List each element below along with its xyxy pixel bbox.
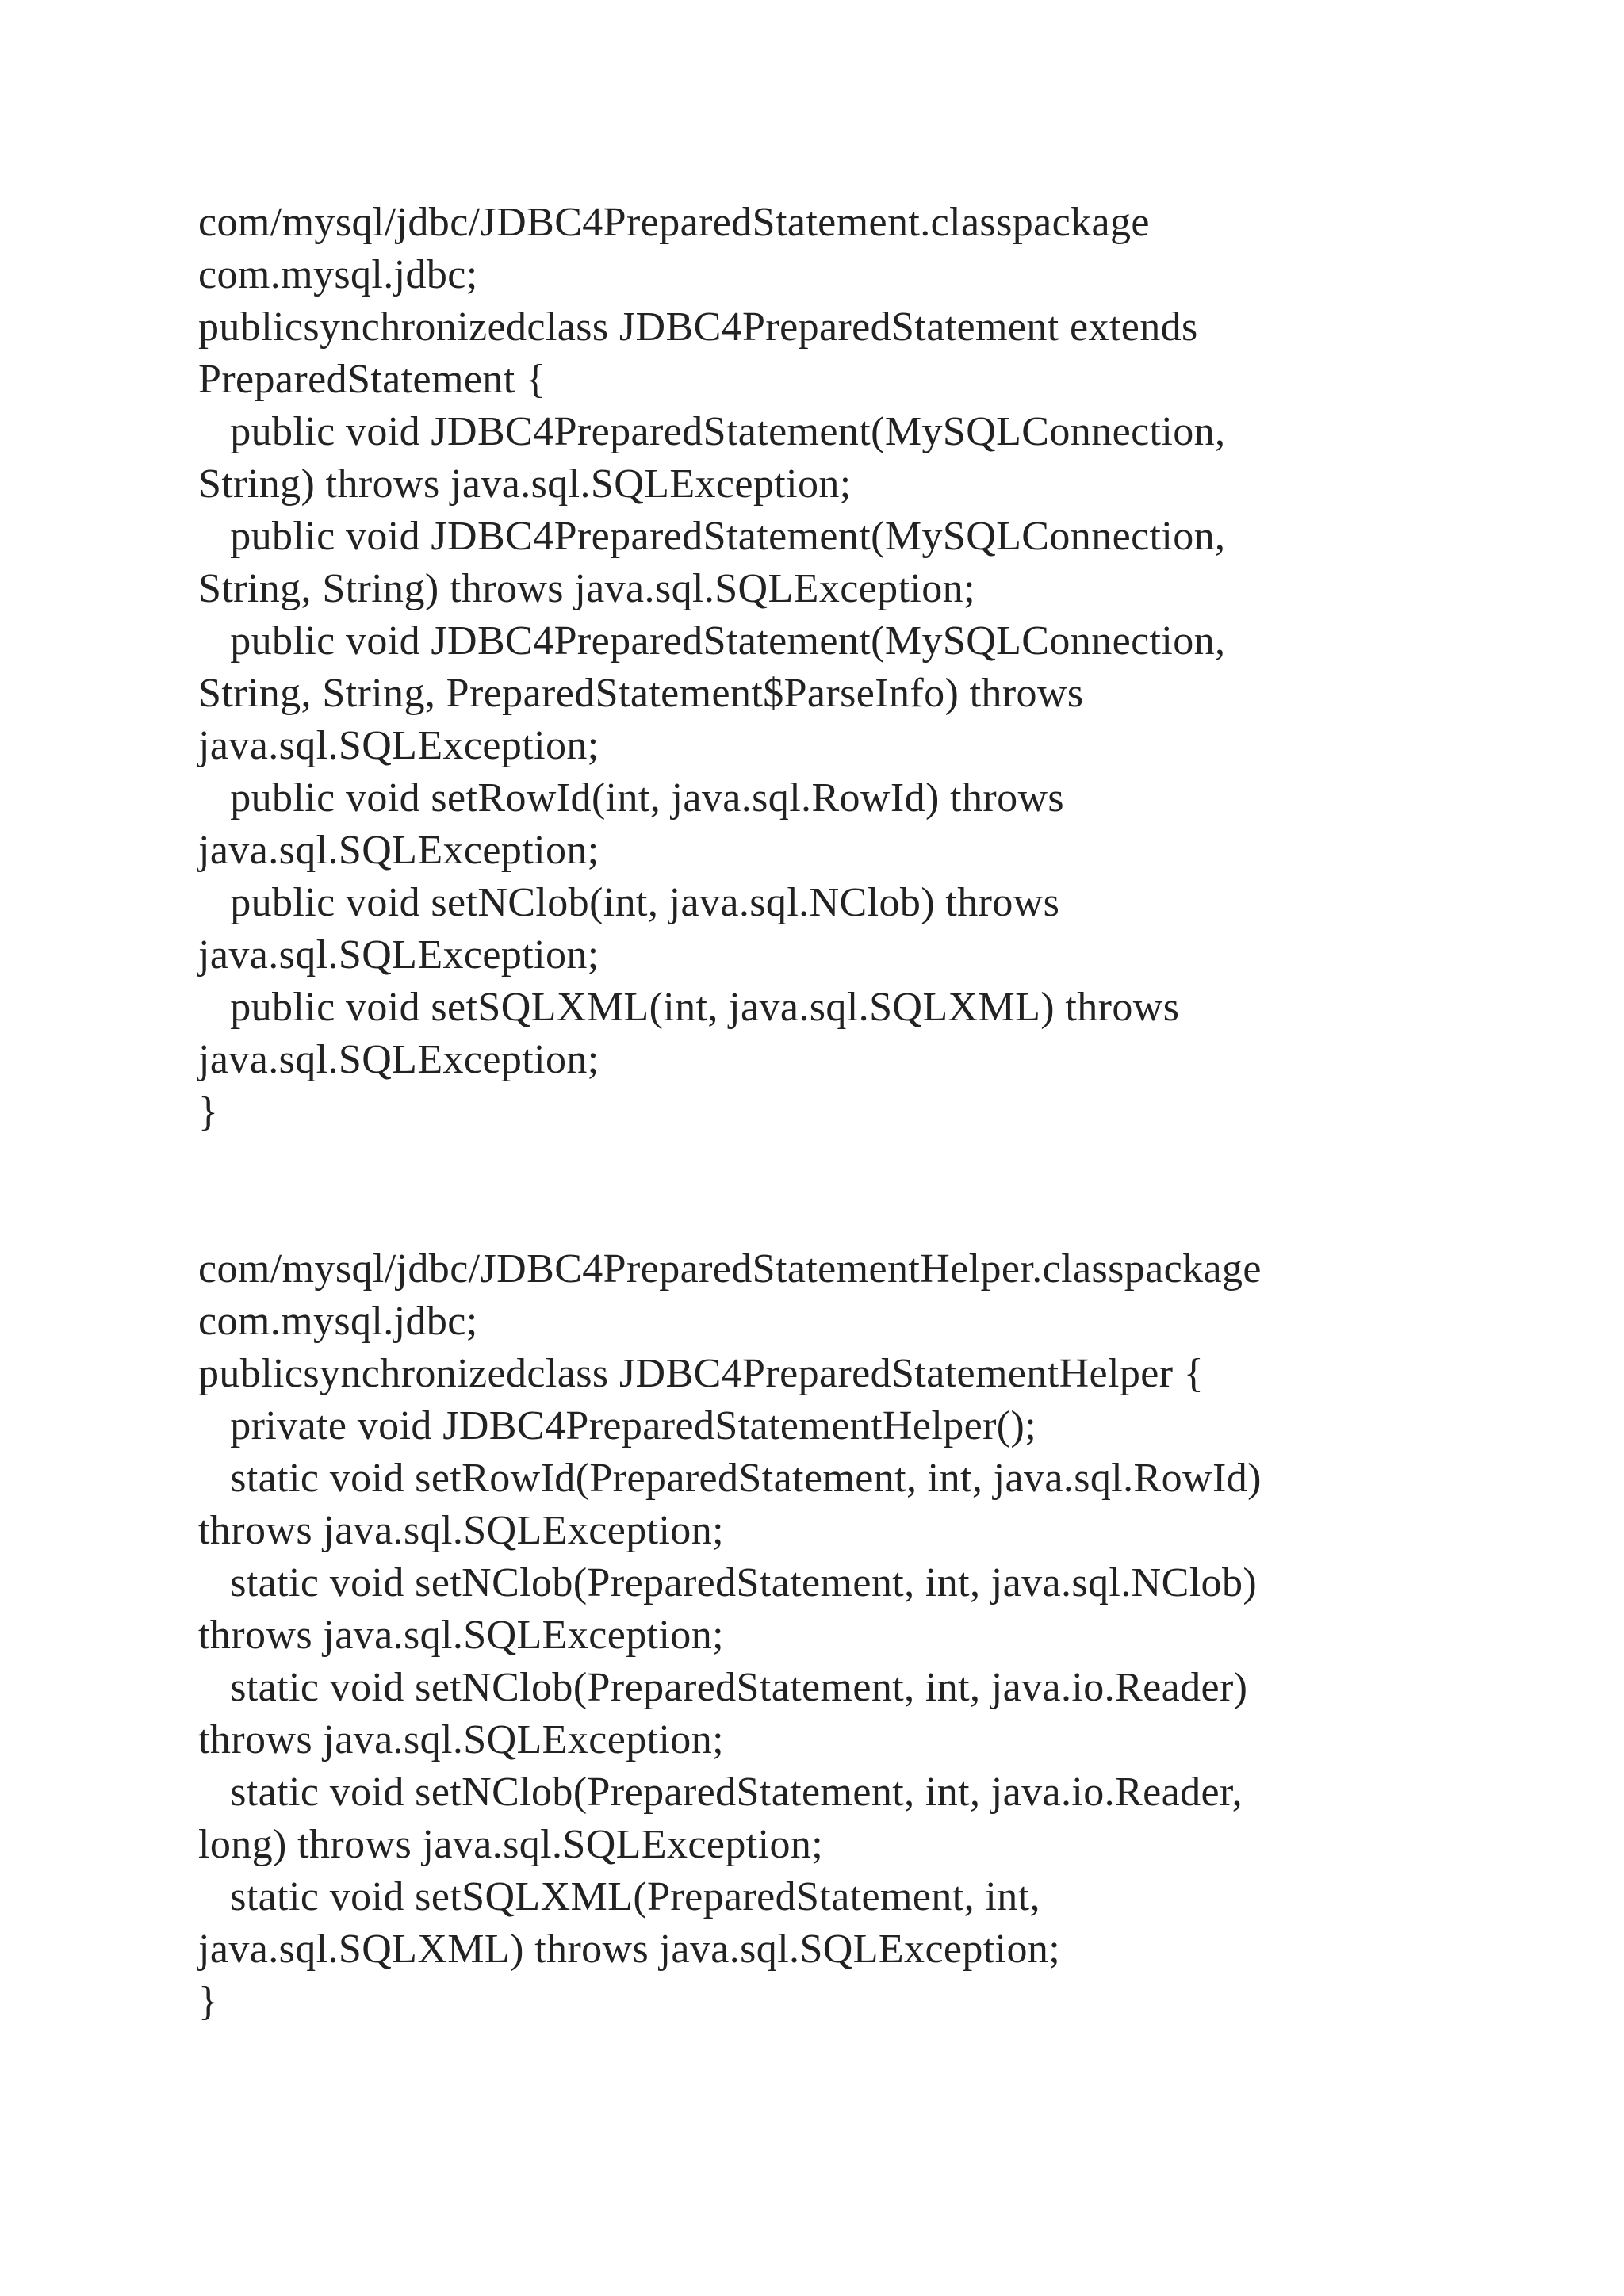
class-listing-jdbc4-prepared-statement: [198, 197, 1562, 1138]
code-line: String, String) throws java.sql.SQLException;: [198, 566, 975, 611]
code-line: static void setNClob(PreparedStatement, int, java.sql.NClob): [198, 1560, 1258, 1605]
code-line: java.sql.SQLException;: [198, 723, 599, 768]
code-line: static void setNClob(PreparedStatement, int, java.io.Reader,: [198, 1770, 1243, 1815]
code-line: public void JDBC4PreparedStatement(MySQLConnection,: [198, 618, 1226, 664]
code-line: private void JDBC4PreparedStatementHelper();: [198, 1403, 1037, 1448]
code-line: PreparedStatement {: [198, 357, 546, 402]
code-line: publicsynchronizedclass JDBC4PreparedStatementHelper {: [198, 1351, 1205, 1396]
code-line: publicsynchronizedclass JDBC4PreparedStatement extends: [198, 304, 1198, 350]
code-line: long) throws java.sql.SQLException;: [198, 1822, 824, 1867]
code-line: java.sql.SQLException;: [198, 932, 599, 978]
closing-brace: }: [198, 1979, 219, 2024]
code-line: static void setSQLXML(PreparedStatement, int,: [198, 1874, 1040, 1919]
code-line: throws java.sql.SQLException;: [198, 1717, 724, 1762]
code-line: com.mysql.jdbc;: [198, 252, 478, 297]
code-line: static void setRowId(PreparedStatement, int, java.sql.RowId): [198, 1456, 1262, 1501]
code-line: com/mysql/jdbc/JDBC4PreparedStatementHelper.classpackage: [198, 1246, 1262, 1292]
closing-brace: }: [198, 1089, 219, 1135]
code-line: public void setSQLXML(int, java.sql.SQLXML) throws: [198, 985, 1180, 1030]
code-line: throws java.sql.SQLException;: [198, 1508, 724, 1553]
code-line: java.sql.SQLXML) throws java.sql.SQLException;: [198, 1927, 1061, 1972]
code-line: String) throws java.sql.SQLException;: [198, 461, 852, 507]
code-line: String, String, PreparedStatement$ParseInfo) throws: [198, 671, 1084, 716]
code-line: java.sql.SQLException;: [198, 828, 599, 873]
code-line: com/mysql/jdbc/JDBC4PreparedStatement.classpackage: [198, 200, 1150, 245]
code-line: static void setNClob(PreparedStatement, int, java.io.Reader): [198, 1665, 1248, 1710]
code-line: com.mysql.jdbc;: [198, 1299, 478, 1344]
code-line: public void setNClob(int, java.sql.NClob) throws: [198, 880, 1060, 925]
code-line: public void setRowId(int, java.sql.RowId) throws: [198, 775, 1065, 821]
code-line: throws java.sql.SQLException;: [198, 1613, 724, 1658]
code-line: public void JDBC4PreparedStatement(MySQLConnection,: [198, 409, 1226, 454]
code-line: java.sql.SQLException;: [198, 1037, 599, 1082]
class-listing-jdbc4-prepared-statement-helper: [198, 1243, 1562, 2028]
code-line: public void JDBC4PreparedStatement(MySQLConnection,: [198, 514, 1226, 559]
